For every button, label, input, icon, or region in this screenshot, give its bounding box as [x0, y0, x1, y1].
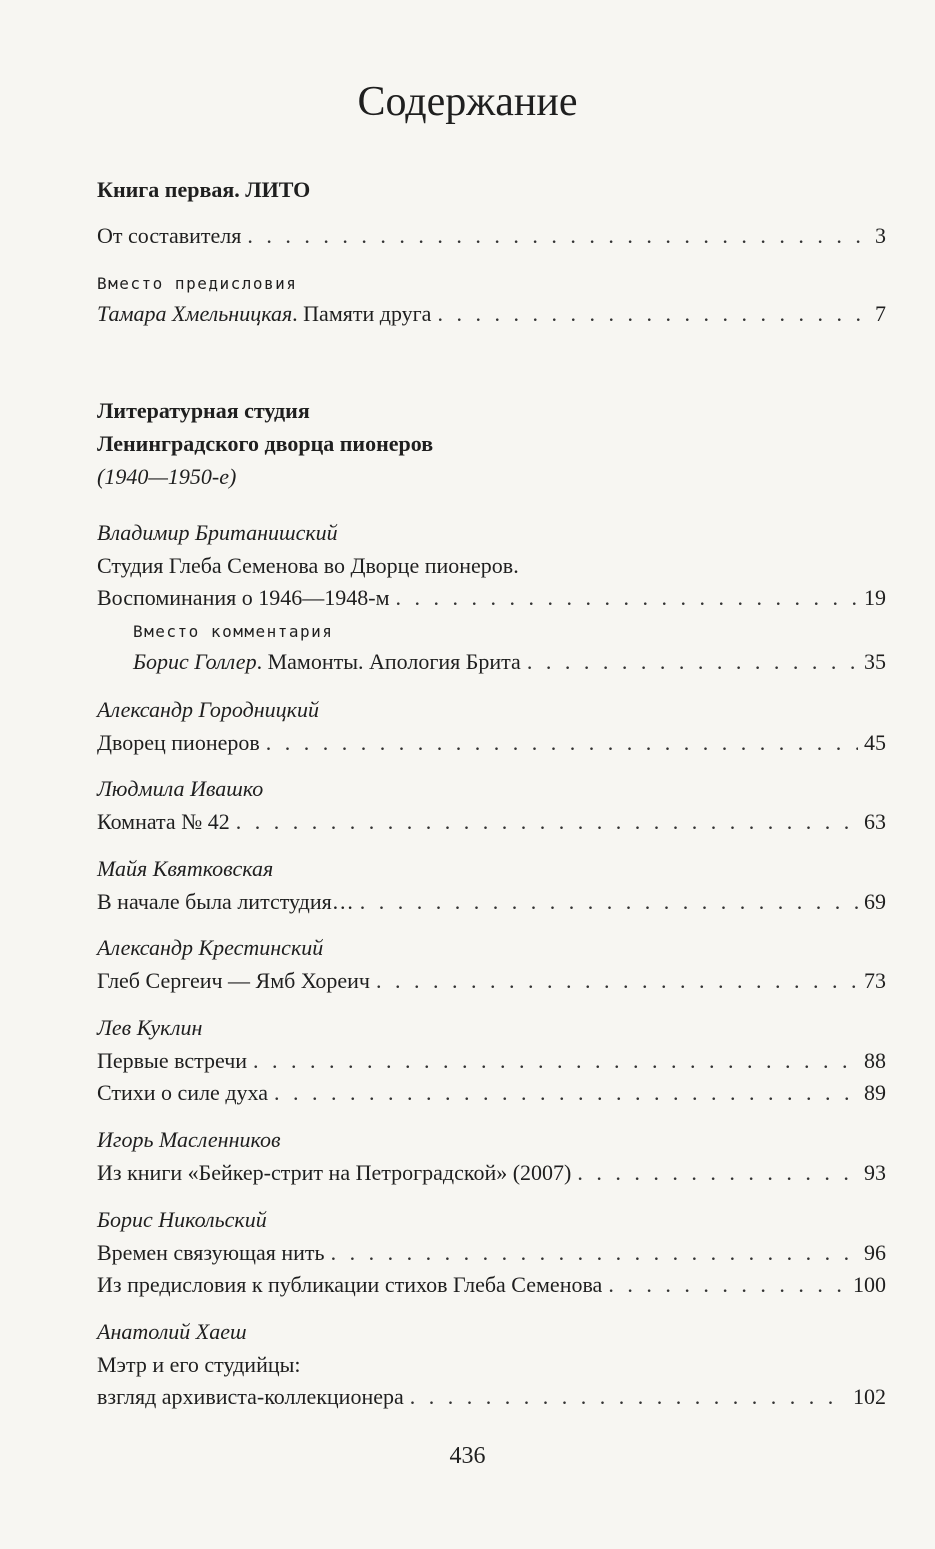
toc-entry-compiler[interactable] — [97, 220, 886, 252]
entry-title: Глеб Сергеич — Ямб Хореич — [97, 968, 370, 993]
toc-entry-goller[interactable] — [133, 646, 886, 678]
toc-entry-khaesh[interactable] — [97, 1381, 886, 1413]
author-ivashko: Людмила Ивашко — [97, 776, 264, 801]
dot-leader — [236, 806, 858, 838]
toc-entry-kuklin-1[interactable] — [97, 1045, 886, 1077]
author-khaesh: Анатолий Хаеш — [97, 1319, 247, 1344]
author-krestinsky: Александр Крестинский — [97, 935, 324, 960]
toc-entry-preface[interactable] — [97, 298, 886, 330]
book-heading: Книга первая. ЛИТО — [97, 177, 311, 202]
toc-entry-britanishsky[interactable] — [97, 582, 886, 614]
author-gorodnitsky: Александр Городницкий — [97, 697, 319, 722]
author-maslennikov: Игорь Масленников — [97, 1127, 281, 1152]
entry-page: 102 — [853, 1384, 886, 1409]
toc-entry-ivashko[interactable] — [97, 806, 886, 838]
entry-page: 3 — [875, 223, 886, 248]
toc-entry-kuklin-2[interactable] — [97, 1077, 886, 1109]
entry-page: 63 — [864, 809, 886, 834]
entry-title: Времен связующая нить — [97, 1240, 325, 1265]
entry-title: Стихи о силе духа — [97, 1080, 268, 1105]
comment-note: Вместо комментария — [133, 622, 334, 641]
entry-author: Борис Голлер — [133, 649, 257, 674]
author-kvyatkovskaya: Майя Квятковская — [97, 856, 274, 881]
page-number: 436 — [449, 1443, 486, 1469]
section-years: (1940—1950-е) — [97, 464, 237, 489]
entry-title: Из книги «Бейкер-стрит на Петроградской» (2007) — [97, 1160, 572, 1185]
toc-entry-gorodnitsky[interactable] — [97, 727, 886, 759]
entry-title-line[interactable]: Мэтр и его студийцы: — [97, 1352, 301, 1377]
entry-page: 93 — [864, 1160, 886, 1185]
entry-page: 100 — [853, 1272, 886, 1297]
entry-title: Воспоминания о 1946—1948-м — [97, 585, 390, 610]
dot-leader — [376, 965, 858, 997]
section-heading-line2: Ленинградского дворца пионеров — [97, 431, 434, 456]
dot-leader — [331, 1237, 858, 1269]
entry-title: взгляд архивиста-коллекционера — [97, 1384, 404, 1409]
toc-entry-nikolsky-2[interactable] — [97, 1269, 886, 1301]
entry-page: 69 — [864, 889, 886, 914]
dot-leader — [360, 886, 858, 918]
author-nikolsky: Борис Никольский — [97, 1207, 267, 1232]
entry-page: 96 — [864, 1240, 886, 1265]
entry-title: . Мамонты. Апология Брита — [256, 649, 521, 674]
dot-leader — [437, 298, 869, 330]
entry-title-line[interactable]: Студия Глеба Семенова во Дворце пионеров. — [97, 553, 519, 578]
entry-page: 88 — [864, 1048, 886, 1073]
preface-note: Вместо предисловия — [97, 274, 298, 293]
dot-leader — [608, 1269, 847, 1301]
entry-title: От составителя — [97, 223, 242, 248]
dot-leader — [410, 1381, 847, 1413]
page-title: Содержание — [357, 79, 578, 125]
dot-leader — [247, 220, 869, 252]
dot-leader — [266, 727, 858, 759]
dot-leader — [253, 1045, 858, 1077]
entry-title: Из предисловия к публикации стихов Глеба Семенова — [97, 1272, 603, 1297]
entry-title: Первые встречи — [97, 1048, 248, 1073]
toc-entry-nikolsky-1[interactable] — [97, 1237, 886, 1269]
dot-leader — [527, 646, 858, 678]
author-britanishsky: Владимир Британишский — [97, 520, 338, 545]
entry-title: Дворец пионеров — [97, 730, 260, 755]
entry-title: Комната № 42 — [97, 809, 230, 834]
entry-title: . Памяти друга — [292, 301, 432, 326]
dot-leader — [577, 1157, 858, 1189]
entry-page: 73 — [864, 968, 886, 993]
entry-page: 45 — [864, 730, 886, 755]
dot-leader — [274, 1077, 858, 1109]
toc-entry-maslennikov[interactable] — [97, 1157, 886, 1189]
entry-page: 19 — [864, 585, 886, 610]
dot-leader — [396, 582, 859, 614]
entry-page: 7 — [875, 301, 886, 326]
toc-entry-kvyatkovskaya[interactable] — [97, 886, 886, 918]
entry-page: 35 — [864, 649, 886, 674]
toc-entry-krestinsky[interactable] — [97, 965, 886, 997]
section-heading-line1: Литературная студия — [97, 398, 310, 423]
entry-author: Тамара Хмельницкая — [97, 301, 293, 326]
author-kuklin: Лев Куклин — [97, 1015, 203, 1040]
entry-title: В начале была литстудия… — [97, 889, 354, 914]
entry-page: 89 — [864, 1080, 886, 1105]
